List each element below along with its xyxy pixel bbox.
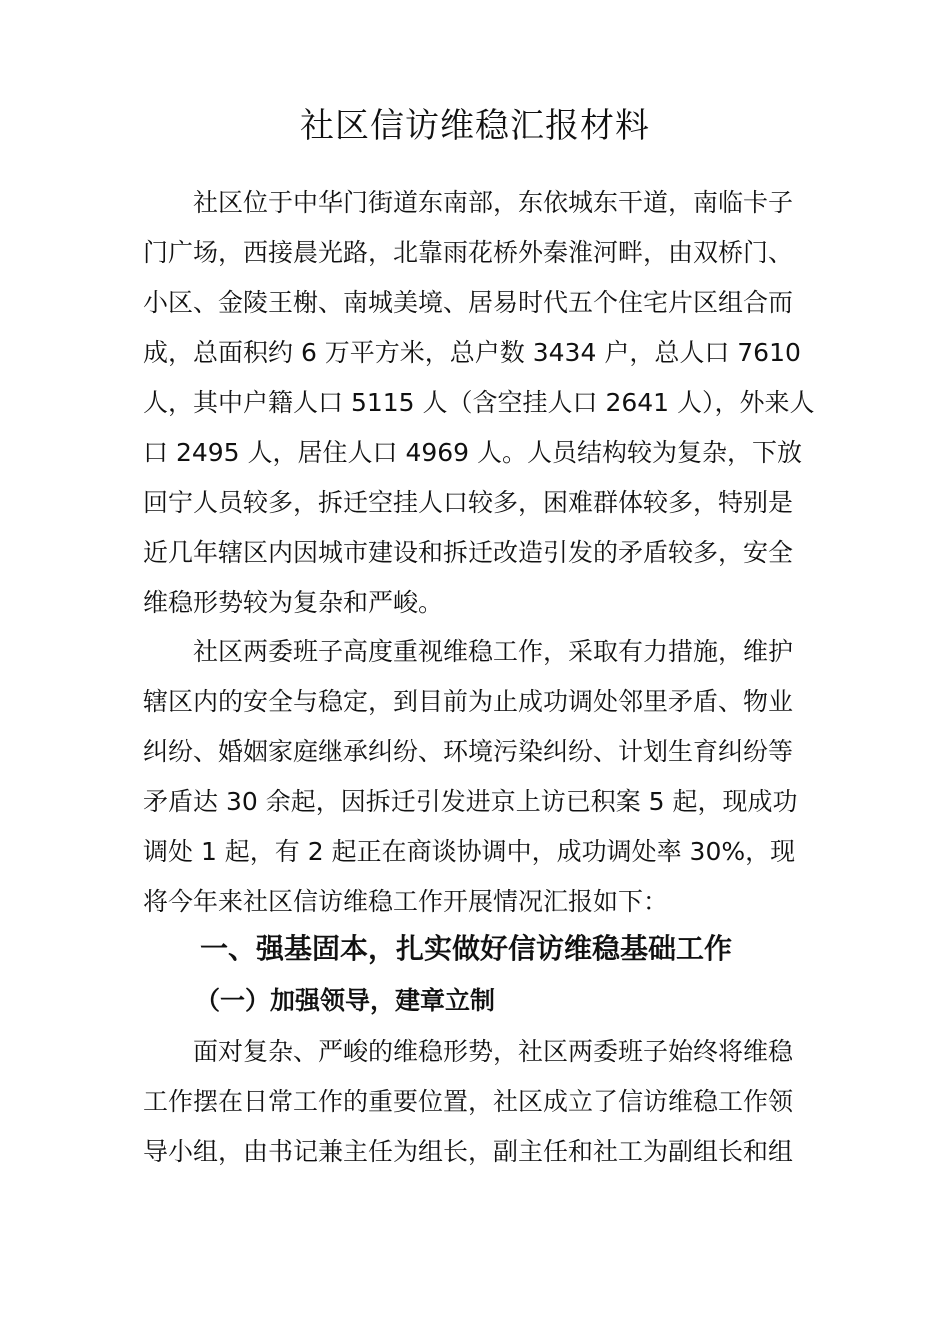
text-line: 小区、金陵王榭、南城美境、居易时代五个住宅片区组合而	[143, 288, 794, 317]
text-line: 成，总面积约 6 万平方米，总户数 3434 户，总人口 7610	[143, 338, 801, 367]
text-line: 社区两委班子高度重视维稳工作，采取有力措施，维护	[193, 637, 794, 666]
paragraph-leadership	[143, 1027, 809, 1177]
paragraph-overview	[143, 178, 815, 628]
text-line: 门广场，西接晨光路，北靠雨花桥外秦淮河畔，由双桥门、	[143, 238, 794, 267]
text-line: 纠纷、婚姻家庭继承纠纷、环境污染纠纷、计划生育纠纷等	[143, 737, 794, 766]
text-line: 将今年来社区信访维稳工作开展情况汇报如下：	[143, 887, 669, 916]
text-line: 回宁人员较多，拆迁空挂人口较多，困难群体较多，特别是	[143, 488, 794, 517]
text-line: 面对复杂、严峻的维稳形势，社区两委班子始终将维稳	[193, 1037, 794, 1066]
text-line: 社区位于中华门街道东南部，东依城东干道，南临卡子	[193, 188, 794, 217]
text-line: 口 2495 人，居住人口 4969 人。人员结构较为复杂，下放	[143, 438, 803, 467]
paragraph-work-summary	[143, 627, 809, 927]
text-line: 调处 1 起，有 2 起正在商谈协调中，成功调处率 30%，现	[143, 837, 796, 866]
text-line: 矛盾达 30 余起，因拆迁引发进京上访已积案 5 起，现成功	[143, 787, 798, 816]
section-heading: 一、强基固本，扎实做好信访维稳基础工作	[200, 932, 733, 965]
text-line: 导小组，由书记兼主任为组长，副主任和社工为副组长和组	[143, 1137, 794, 1166]
text-line: 近几年辖区内因城市建设和拆迁改造引发的矛盾较多，安全	[143, 538, 794, 567]
subsection-heading: （一）加强领导，建章立制	[195, 986, 496, 1015]
text-line: 人，其中户籍人口 5115 人（含空挂人口 2641 人），外来人	[143, 388, 815, 417]
document-title: 社区信访维稳汇报材料	[300, 106, 650, 146]
text-line: 工作摆在日常工作的重要位置，社区成立了信访维稳工作领	[143, 1087, 794, 1116]
text-line: 辖区内的安全与稳定，到目前为止成功调处邻里矛盾、物业	[143, 687, 794, 716]
text-line: 维稳形势较为复杂和严峻。	[143, 588, 444, 617]
